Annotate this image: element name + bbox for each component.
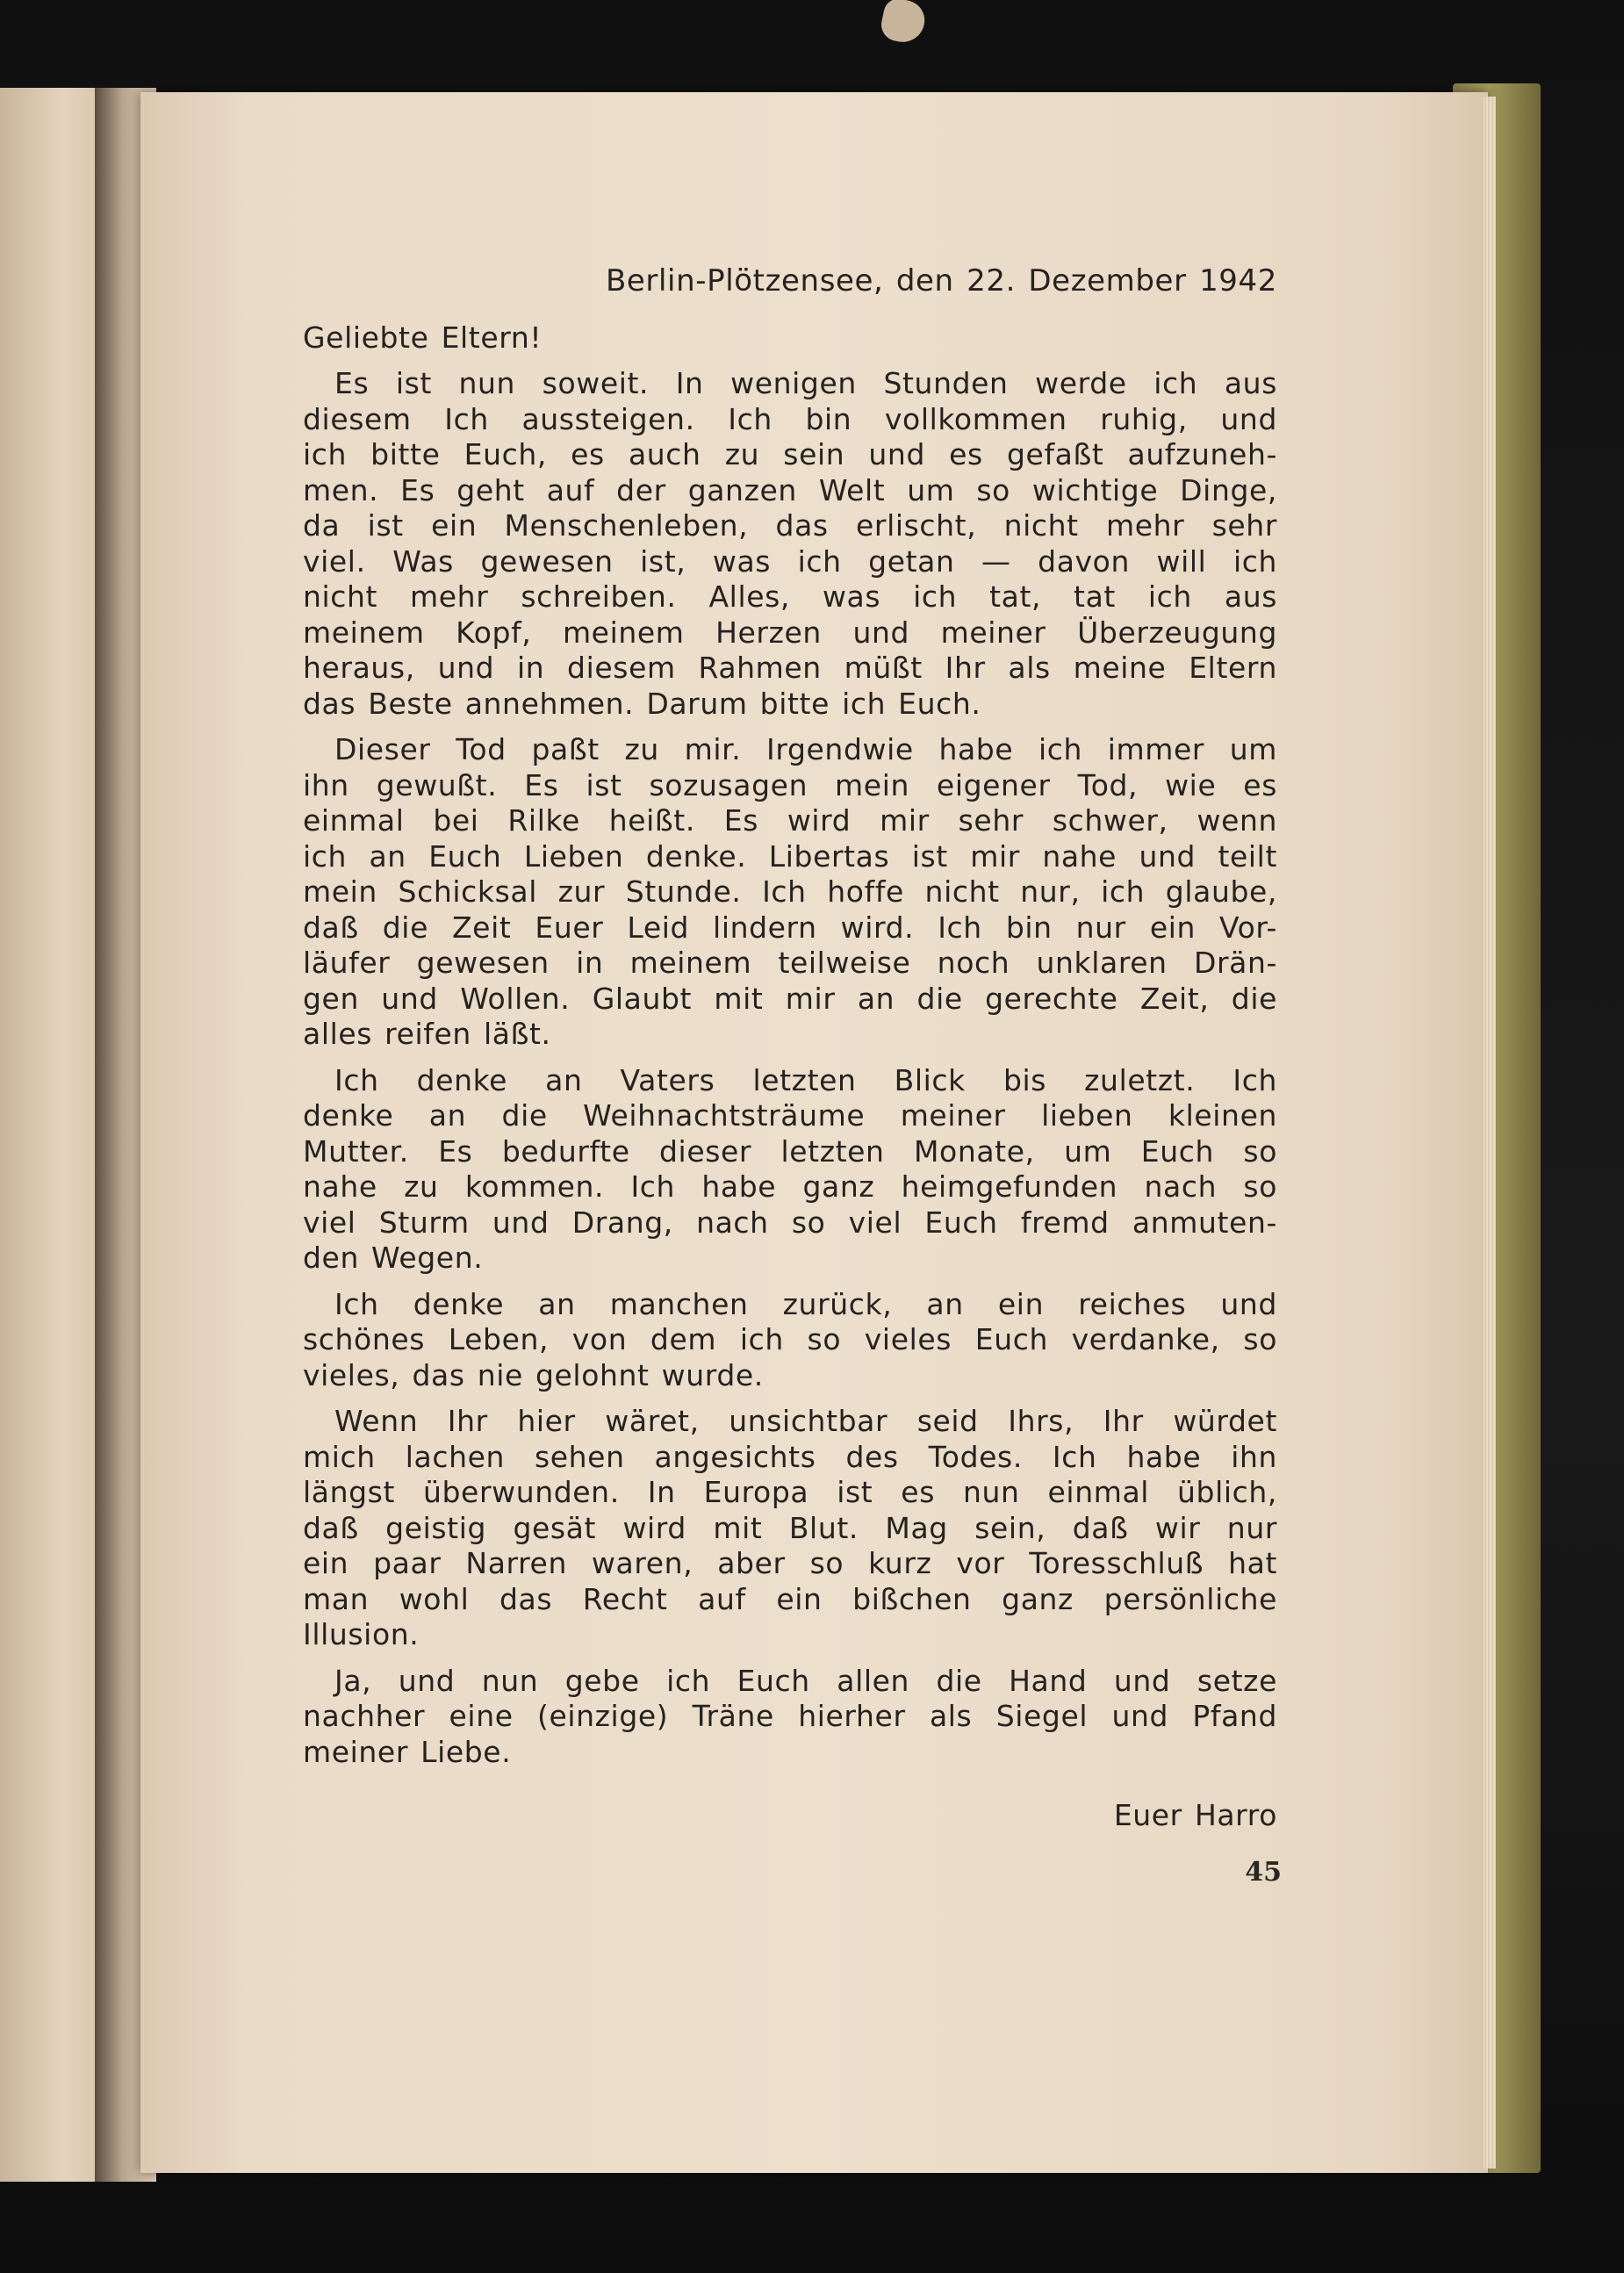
text-line: diesem Ich aussteigen. Ich bin vollkommen ruhig, und (303, 401, 1277, 436)
letter-paragraph (303, 1664, 1277, 1771)
text-line: ihn gewußt. Es ist sozusagen mein eigener Tod, wie es (303, 767, 1277, 802)
signature-row (303, 1780, 1277, 1832)
text-line: viel. Was gewesen ist, was ich getan — davon will ich (303, 543, 1277, 579)
text-line: längst überwunden. In Europa ist es nun einmal üblich, (303, 1475, 1277, 1509)
text-line: ich an Euch Lieben denke. Libertas ist mir nahe und teilt (303, 838, 1277, 874)
text-line: den Wegen. (303, 1241, 484, 1275)
text-line: vieles, das nie gelohnt wurde. (303, 1357, 764, 1392)
letter-paragraph (303, 1404, 1277, 1653)
text-line: Dieser Tod paßt zu mir. Irgendwie habe ich immer um (334, 732, 1277, 766)
salutation: Geliebte Eltern! (303, 320, 543, 355)
text-line: denke an die Weihnachtsträume meiner lieben kleinen (303, 1098, 1277, 1133)
letter-paragraph (303, 366, 1277, 722)
text-line: das Beste annehmen. Darum bitte ich Euch. (303, 686, 981, 721)
page-number: 45 (1245, 1857, 1282, 1888)
text-line: meiner Liebe. (303, 1734, 512, 1769)
text-line: Ich denke an manchen zurück, an ein reiches und (334, 1286, 1277, 1321)
text-line: ich bitte Euch, es auch zu sein und es gefaßt aufzuneh- (303, 437, 1277, 471)
text-line: einmal bei Rilke heißt. Es wird mir sehr schwer, wenn (303, 803, 1277, 838)
text-line: da ist ein Menschenleben, das erlischt, nicht mehr sehr (303, 508, 1277, 543)
letter-paragraph (303, 732, 1277, 1053)
text-line: Ja, und nun gebe ich Euch allen die Hand und setze (334, 1663, 1277, 1698)
page-stack-edge (1484, 97, 1496, 2169)
letter (303, 263, 1277, 1832)
text-line: nachher eine (einzige) Träne hierher als Siegel und Pfand (303, 1699, 1277, 1733)
text-line: läufer gewesen in meinem teilweise noch unklaren Drän- (303, 946, 1277, 980)
text-line: viel Sturm und Drang, nach so viel Euch fremd anmuten- (303, 1205, 1277, 1240)
text-line: Es ist nun soweit. In wenigen Stunden werde ich aus (334, 366, 1277, 400)
dateline: Berlin-Plötzensee, den 22. Dezember 1942 (605, 263, 1277, 299)
text-line: daß die Zeit Euer Leid lindern wird. Ich bin nur ein Vor- (303, 910, 1277, 945)
text-line: men. Es geht auf der ganzen Welt um so wichtige Dinge, (303, 472, 1277, 507)
text-line: Wenn Ihr hier wäret, unsichtbar seid Ihrs, Ihr würdet (334, 1404, 1277, 1438)
text-line: Illusion. (303, 1617, 420, 1651)
text-line: man wohl das Recht auf ein bißchen ganz persönliche (303, 1581, 1277, 1616)
text-line: daß geistig gesät wird mit Blut. Mag sein, daß wir nur (303, 1510, 1277, 1545)
letter-paragraph (303, 1287, 1277, 1394)
left-page-edge (0, 88, 105, 2182)
text-line: nicht mehr schreiben. Alles, was ich tat, tat ich aus (303, 579, 1277, 614)
signature: Euer Harro (1113, 1798, 1277, 1832)
letter-paragraph (303, 1063, 1277, 1277)
text-line: meinem Kopf, meinem Herzen und meiner Überzeugung (303, 615, 1277, 650)
text-line: ein paar Narren waren, aber so kurz vor Toresschluß hat (303, 1546, 1277, 1580)
text-line: mein Schicksal zur Stunde. Ich hoffe nicht nur, ich glaube, (303, 874, 1277, 909)
text-line: gen und Wollen. Glaubt mit mir an die gerechte Zeit, die (303, 981, 1277, 1016)
text-line: schönes Leben, von dem ich so vieles Euch verdanke, so (303, 1322, 1277, 1356)
text-line: alles reifen läßt. (303, 1017, 551, 1051)
text-line: nahe zu kommen. Ich habe ganz heimgefunden nach so (303, 1169, 1277, 1204)
text-line: mich lachen sehen angesichts des Todes. Ich habe ihn (303, 1439, 1277, 1474)
text-line: heraus, und in diesem Rahmen müßt Ihr als meine Eltern (303, 651, 1277, 685)
letter-body (303, 366, 1277, 1770)
text-line: Ich denke an Vaters letzten Blick bis zuletzt. Ich (334, 1062, 1277, 1097)
text-line: Mutter. Es bedurfte dieser letzten Monate, um Euch so (303, 1133, 1277, 1169)
